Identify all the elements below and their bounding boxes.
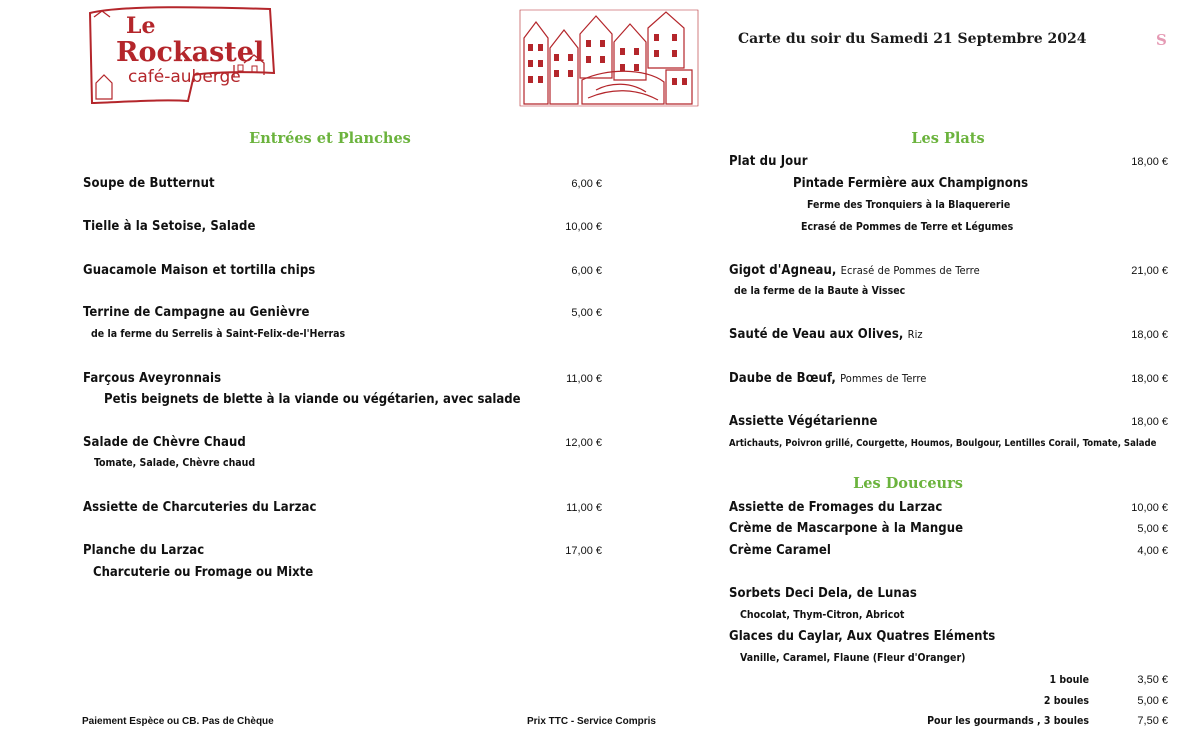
entree-salade-price: 12,00 € [565, 437, 602, 449]
douceur-fromages-name: Assiette de Fromages du Larzac [729, 500, 943, 515]
entree-farcous-price: 11,00 € [566, 373, 602, 385]
plat-du-jour-farm: Ferme des Tronquiers à la Blaquererie [807, 199, 1011, 211]
plat-gigot-farm: de la ferme de la Baute à Vissec [734, 285, 906, 297]
douceur-sorbets-name: Sorbets Deci Dela, de Lunas [729, 586, 917, 601]
plat-veau-side: Riz [907, 328, 923, 341]
douceur-glaces-flavours: Vanille, Caramel, Flaune (Fleur d'Oranger) [740, 652, 966, 664]
plat-veau-price: 18,00 € [1131, 329, 1168, 341]
entree-terrine-detail: de la ferme du Serrelis à Saint-Felix-de-l'Herras [91, 328, 346, 340]
plat-daube-price: 18,00 € [1131, 373, 1168, 385]
entree-farcous-detail: Petis beignets de blette à la viande ou végétarien, avec salade [104, 392, 521, 407]
scoop-3-label: Pour les gourmands , 3 boules [927, 715, 1089, 727]
entree-farcous-name: Farçous Aveyronnais [83, 371, 222, 386]
plat-veau-title: Sauté de Veau aux Olives, [729, 327, 904, 342]
footer-prices: Prix TTC - Service Compris [527, 716, 656, 727]
plat-vegetarienne-name: Assiette Végétarienne [729, 414, 878, 429]
section-title-douceurs: Les Douceurs [853, 475, 963, 492]
entree-guacamole-price: 6,00 € [571, 265, 602, 277]
section-title-entrees: Entrées et Planches [249, 130, 411, 147]
entree-planche-detail: Charcuterie ou Fromage ou Mixte [93, 565, 314, 580]
entree-tielle-name: Tielle à la Setoise, Salade [83, 219, 256, 234]
entree-planche-name: Planche du Larzac [83, 543, 205, 558]
entree-soupe-name: Soupe de Butternut [83, 176, 215, 191]
entree-salade-detail: Tomate, Salade, Chèvre chaud [94, 457, 256, 469]
entree-planche-price: 17,00 € [565, 545, 602, 557]
plat-du-jour-price: 18,00 € [1131, 156, 1168, 168]
plat-gigot-side: Ecrasé de Pommes de Terre [840, 264, 980, 277]
entree-charcuteries-name: Assiette de Charcuteries du Larzac [83, 500, 317, 515]
menu-date: Carte du soir du Samedi 21 Septembre 2024 [738, 31, 1087, 47]
logo-tagline: café-auberge [128, 67, 241, 87]
plat-gigot-price: 21,00 € [1131, 265, 1168, 277]
douceur-mascarpone-name: Crème de Mascarpone à la Mangue [729, 521, 964, 536]
village-illustration [516, 8, 702, 108]
scoop-3-price: 7,50 € [1137, 715, 1168, 727]
douceur-mascarpone-price: 5,00 € [1137, 523, 1168, 535]
scoop-1-label: 1 boule [1049, 674, 1089, 686]
entree-guacamole-name: Guacamole Maison et tortilla chips [83, 263, 316, 278]
entree-charcuteries-price: 11,00 € [566, 502, 602, 514]
entree-terrine-price: 5,00 € [571, 307, 602, 319]
plat-gigot-title: Gigot d'Agneau, [729, 263, 837, 278]
entree-salade-name: Salade de Chèvre Chaud [83, 435, 246, 450]
scoop-2-price: 5,00 € [1137, 695, 1168, 707]
footer-payment: Paiement Espèce ou CB. Pas de Chèque [82, 716, 274, 727]
plat-du-jour-side: Ecrasé de Pommes de Terre et Légumes [801, 221, 1014, 233]
section-title-plats: Les Plats [911, 130, 985, 147]
plat-veau-name [729, 327, 923, 342]
plat-daube-side: Pommes de Terre [840, 372, 927, 385]
plat-vegetarienne-price: 18,00 € [1131, 416, 1168, 428]
scoop-2-label: 2 boules [1043, 695, 1089, 707]
douceur-fromages-price: 10,00 € [1131, 502, 1168, 514]
logo-word-le: Le [126, 13, 156, 39]
entree-soupe-price: 6,00 € [571, 178, 602, 190]
plat-gigot-name [729, 263, 980, 278]
plat-du-jour-dish: Pintade Fermière aux Champignons [793, 176, 1029, 191]
douceur-sorbets-flavours: Chocolat, Thym-Citron, Abricot [740, 609, 905, 621]
plat-daube-name [729, 371, 926, 386]
plat-vegetarienne-detail: Artichauts, Poivron grillé, Courgette, Houmos, Boulgour, Lentilles Corail, Tomate, Salade [729, 438, 1157, 449]
douceur-caramel-price: 4,00 € [1137, 545, 1168, 557]
logo-word-rockastel: Rockastel [116, 37, 265, 68]
plat-du-jour-name: Plat du Jour [729, 154, 808, 169]
plat-daube-title: Daube de Bœuf, [729, 371, 836, 386]
douceur-caramel-name: Crème Caramel [729, 543, 832, 558]
corner-letter: S [1156, 31, 1167, 49]
entree-terrine-name: Terrine de Campagne au Genièvre [83, 305, 310, 320]
rockastel-logo [84, 3, 278, 106]
douceur-glaces-name: Glaces du Caylar, Aux Quatres Eléments [729, 629, 996, 644]
scoop-1-price: 3,50 € [1137, 674, 1168, 686]
entree-tielle-price: 10,00 € [565, 221, 602, 233]
